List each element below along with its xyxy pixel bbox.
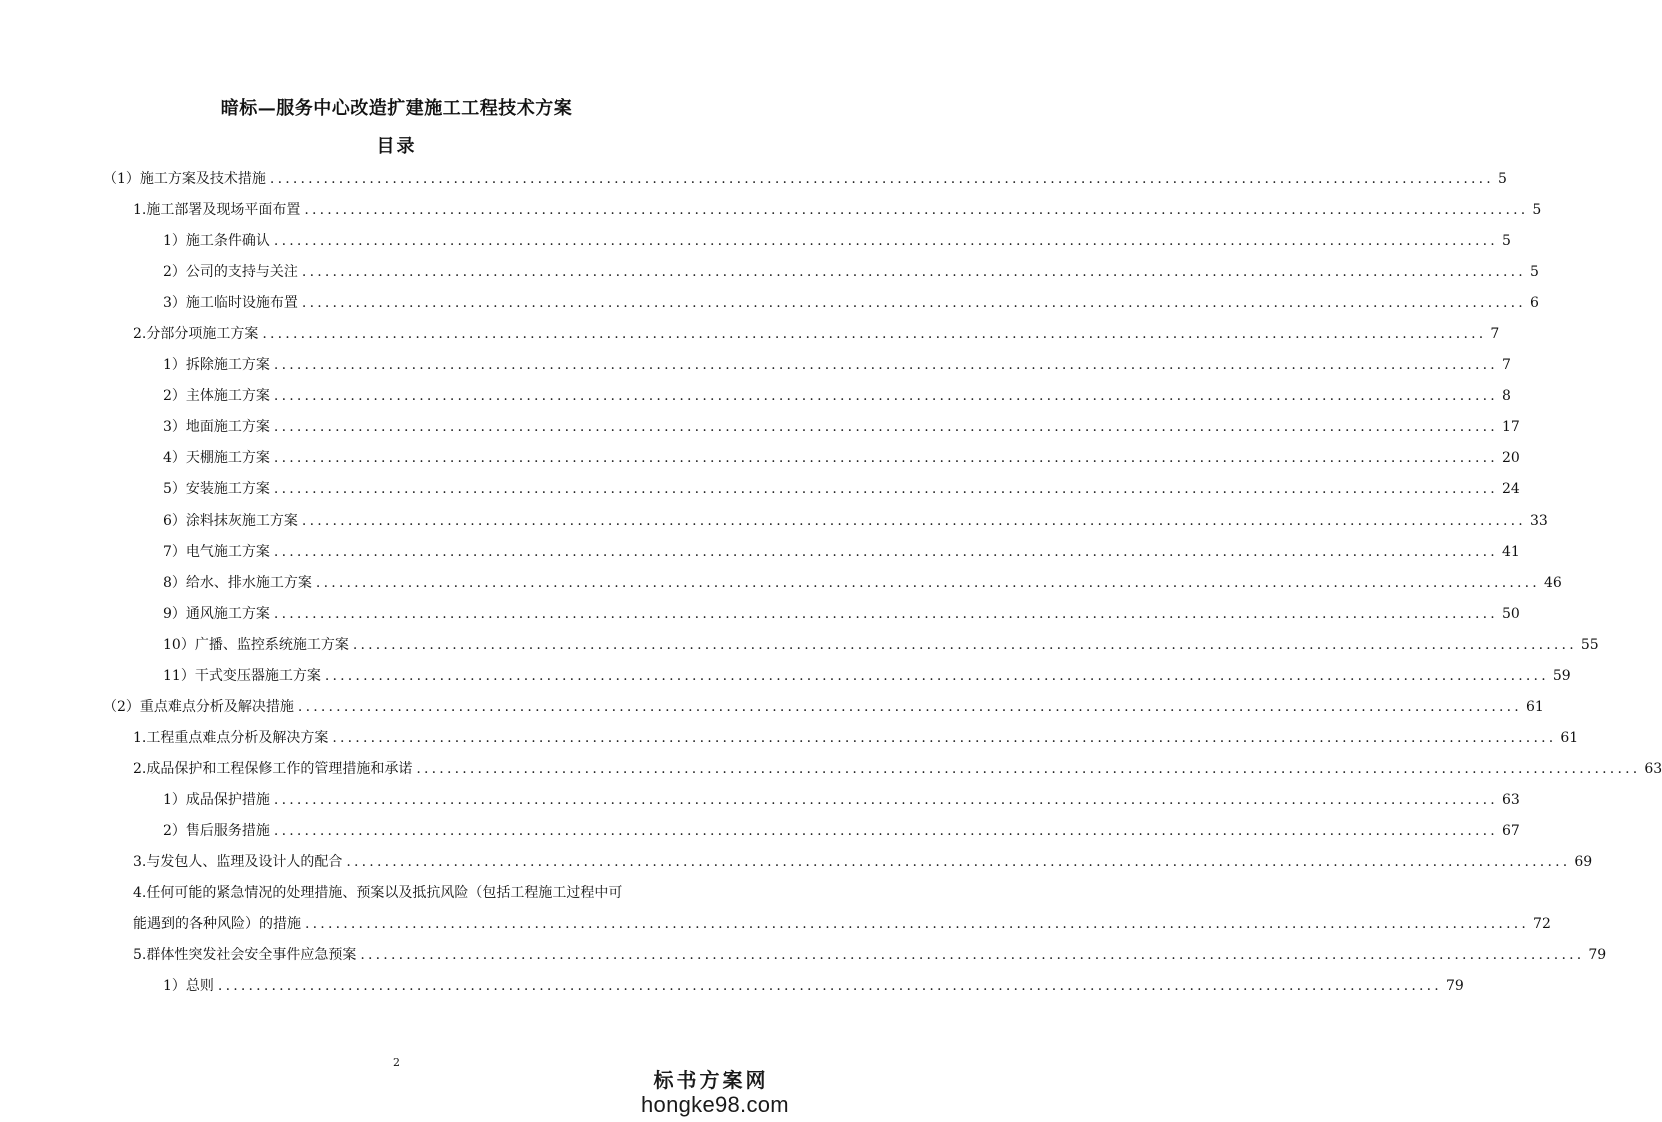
toc-entry-text: 4）天棚施工方案 (163, 450, 270, 466)
toc-leader-dots: ................................................................................................................................................................ (273, 357, 1498, 373)
toc-entry-text: 1）总则 (163, 978, 214, 994)
toc-entry[interactable] (103, 169, 1507, 189)
toc-entry-page: 5 (1501, 233, 1511, 249)
toc-leader-dots: ................................................................................................................................................................ (273, 792, 1498, 808)
toc-entry-text: 2）售后服务措施 (163, 823, 270, 839)
toc-leader-dots: ................................................................................................................................................................ (273, 388, 1498, 404)
toc-leader-dots: ................................................................................................................................................................ (262, 326, 1487, 342)
watermark-brand-cn: 标书方案网 (653, 1068, 769, 1092)
toc-entry-page: 7 (1501, 357, 1511, 373)
toc-entry[interactable] (163, 231, 1511, 251)
toc-entry-page: 24 (1501, 481, 1520, 497)
toc-entry[interactable] (133, 200, 1542, 220)
toc-leader-dots: ................................................................................................................................................................ (301, 264, 1526, 280)
document-title: 暗标—服务中心改造扩建施工工程技术方案 (220, 98, 573, 119)
toc-leader-dots: ................................................................................................................................................................ (346, 854, 1571, 870)
toc-leader-dots: ................................................................................................................................................................ (273, 544, 1498, 560)
toc-entry-page: 61 (1560, 730, 1579, 746)
toc-leader-dots: ................................................................................................................................................................ (324, 668, 1549, 684)
toc-entry[interactable] (163, 511, 1548, 531)
toc-entry-text: 1）施工条件确认 (163, 233, 270, 249)
toc-entry-page: 20 (1501, 450, 1520, 466)
toc-entry-page: 72 (1533, 916, 1551, 932)
toc-leader-dots: ................................................................................................................................................................ (273, 419, 1498, 435)
toc-entry-text: 5.群体性突发社会安全事件应急预案 (133, 947, 357, 963)
toc-entry-page: 46 (1543, 575, 1562, 591)
toc-leader-dots: ................................................................................................................................................................ (273, 823, 1498, 839)
toc-entry-text: 5）安装施工方案 (163, 481, 270, 497)
toc-entry[interactable] (163, 479, 1520, 499)
toc-leader-dots: ................................................................................................................................................................ (301, 295, 1526, 311)
toc-entry-text: 能遇到的各种风险）的措施 (133, 916, 301, 932)
toc-entry-text: 8）给水、排水施工方案 (163, 575, 312, 591)
toc-leader-dots: ................................................................................................................................................................ (273, 606, 1498, 622)
toc-entry[interactable] (133, 324, 1500, 344)
toc-entry[interactable] (133, 759, 1662, 779)
toc-entry-page: 6 (1529, 295, 1539, 311)
toc-entry-page: 61 (1525, 699, 1544, 715)
toc-entry-page: 5 (1497, 171, 1507, 187)
toc-entry[interactable] (163, 573, 1562, 593)
toc-entry-page: 55 (1580, 637, 1599, 653)
toc-entry[interactable] (163, 604, 1520, 624)
toc-entry-text: 10）广播、监控系统施工方案 (163, 637, 349, 653)
toc-entry[interactable] (163, 635, 1599, 655)
toc-entry-page: 69 (1574, 854, 1593, 870)
toc-entry[interactable] (163, 355, 1511, 375)
toc-entry[interactable] (133, 852, 1593, 872)
toc-entry[interactable] (163, 666, 1571, 686)
toc-entry[interactable] (163, 386, 1511, 406)
toc-leader-dots: ................................................................................................................................................................ (273, 233, 1498, 249)
toc-leader-dots: ................................................................................................................................................................ (297, 699, 1522, 715)
toc-entry-wrapped[interactable] (133, 883, 698, 903)
watermark-brand-url: hongke98.com (641, 1092, 789, 1117)
toc-leader-dots: ................................................................................................................................................................ (332, 730, 1557, 746)
toc-entry-page: 63 (1644, 761, 1662, 777)
toc-entry-page: 5 (1532, 202, 1542, 218)
toc-entry-page: 41 (1501, 544, 1520, 560)
toc-leader-dots: ................................................................................................................................................................ (305, 916, 1530, 932)
toc-entry-page: 8 (1501, 388, 1511, 404)
toc-entry-page: 7 (1490, 326, 1500, 342)
toc-entry-text: 6）涂料抹灰施工方案 (163, 513, 298, 529)
toc-entry[interactable] (163, 448, 1520, 468)
toc-leader-dots: ................................................................................................................................................................ (416, 761, 1641, 777)
toc-leader-dots: ................................................................................................................................................................ (304, 202, 1529, 218)
watermark-logo (641, 1068, 789, 1118)
toc-entry-text: 2.成品保护和工程保修工作的管理措施和承诺 (133, 761, 413, 777)
toc-entry-text: 11）干式变压器施工方案 (163, 668, 321, 684)
toc-entry[interactable] (163, 293, 1539, 313)
toc-entry[interactable] (103, 697, 1544, 717)
toc-entry-text: 2）公司的支持与关注 (163, 264, 298, 280)
toc-entry-page: 79 (1588, 947, 1607, 963)
toc-entry[interactable] (163, 976, 1464, 996)
toc-entry-page: 33 (1529, 513, 1548, 529)
toc-heading: 目录 (376, 136, 417, 157)
toc-leader-dots: ................................................................................................................................................................ (217, 978, 1442, 994)
toc-entry-page: 17 (1501, 419, 1520, 435)
toc-entry-text: 2）主体施工方案 (163, 388, 270, 404)
toc-entry-continuation[interactable] (133, 914, 1551, 934)
toc-entry-text: 9）通风施工方案 (163, 606, 270, 622)
toc-entry-page: 63 (1501, 792, 1520, 808)
toc-entry[interactable] (163, 821, 1520, 841)
toc-entry[interactable] (163, 417, 1520, 437)
toc-entry-text: 4.任何可能的紧急情况的处理措施、预案以及抵抗风险（包括工程施工过程中可 (133, 885, 623, 901)
toc-entry-page: 59 (1552, 668, 1571, 684)
toc-entry-page: 67 (1501, 823, 1520, 839)
toc-entry[interactable] (163, 262, 1539, 282)
toc-entry-text: （1）施工方案及技术措施 (103, 171, 266, 187)
toc-leader-dots: ................................................................................................................................................................ (315, 575, 1540, 591)
toc-leader-dots: ................................................................................................................................................................ (273, 450, 1498, 466)
toc-leader-dots: ................................................................................................................................................................ (360, 947, 1585, 963)
toc-entry-text: 7）电气施工方案 (163, 544, 270, 560)
toc-leader-dots: ................................................................................................................................................................ (352, 637, 1577, 653)
toc-entry-text: 1.施工部署及现场平面布置 (133, 202, 301, 218)
toc-entry-text: 1.工程重点难点分析及解决方案 (133, 730, 329, 746)
toc-entry-page: 50 (1501, 606, 1520, 622)
toc-entry[interactable] (133, 728, 1579, 748)
toc-entry-page: 5 (1529, 264, 1539, 280)
toc-entry-text: 1）成品保护措施 (163, 792, 270, 808)
toc-entry-text: 3）地面施工方案 (163, 419, 270, 435)
toc-entry[interactable] (133, 945, 1607, 965)
toc-entry-text: （2）重点难点分析及解决措施 (103, 699, 294, 715)
toc-entry-text: 1）拆除施工方案 (163, 357, 270, 373)
toc-leader-dots: ................................................................................................................................................................ (301, 513, 1526, 529)
toc-entry[interactable] (163, 790, 1520, 810)
toc-entry-text: 3）施工临时设施布置 (163, 295, 298, 311)
page-number: 2 (393, 1056, 400, 1069)
toc-entry-page: 79 (1445, 978, 1464, 994)
toc-entry[interactable] (163, 542, 1520, 562)
toc-leader-dots: ................................................................................................................................................................ (269, 171, 1494, 187)
toc-entry-text: 3.与发包人、监理及设计人的配合 (133, 854, 343, 870)
toc-entry-text: 2.分部分项施工方案 (133, 326, 259, 342)
toc-leader-dots: ................................................................................................................................................................ (273, 481, 1498, 497)
